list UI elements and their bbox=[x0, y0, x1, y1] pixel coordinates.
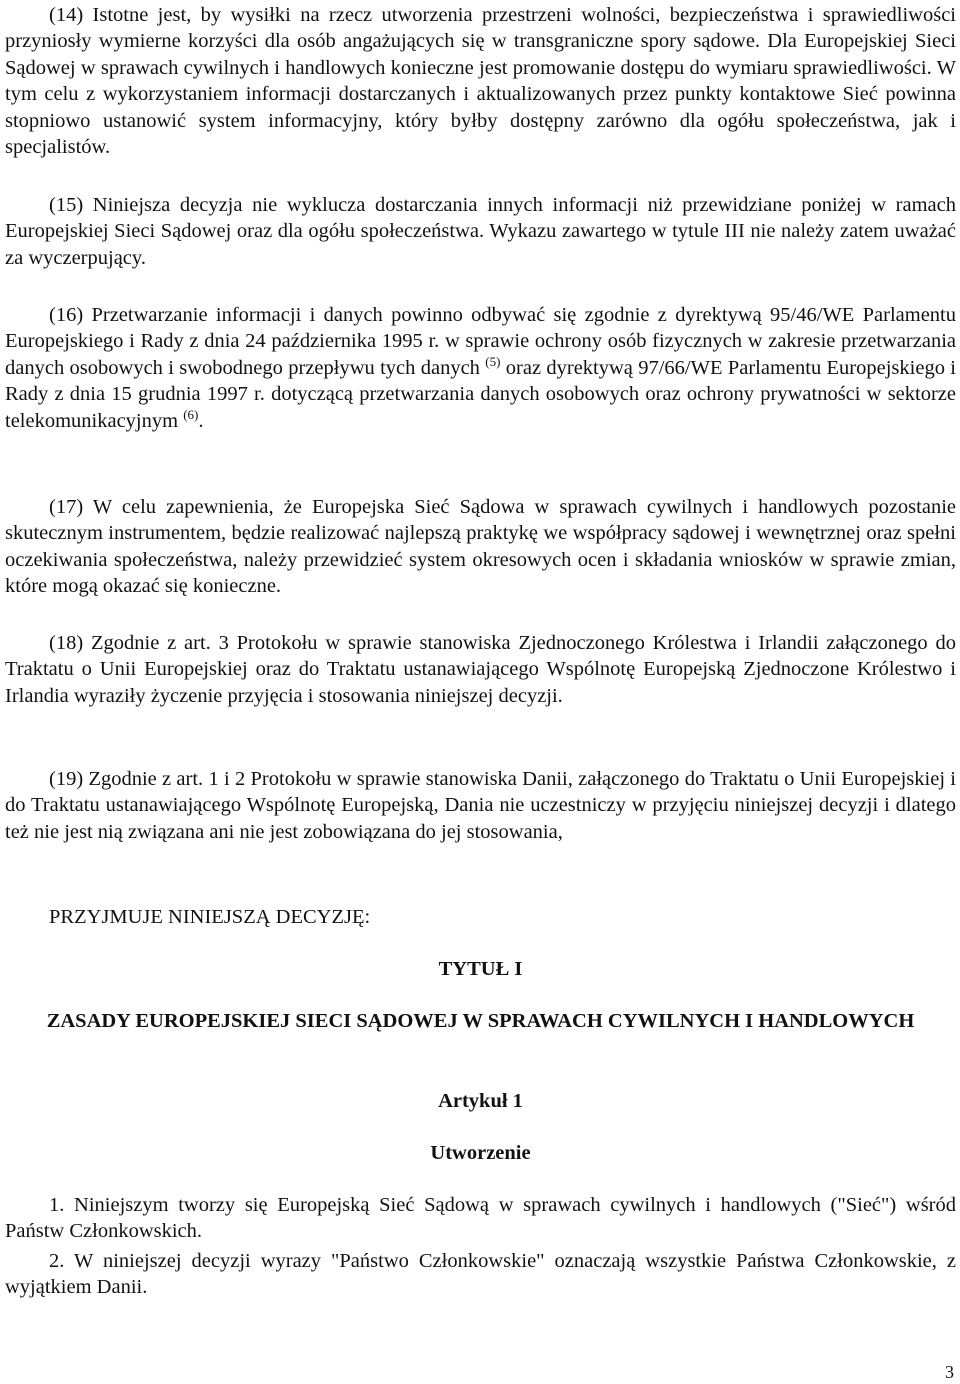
article-heading: Artykuł 1 bbox=[438, 1090, 523, 1112]
recital-15: (15) Niniejsza decyzja nie wyklucza dostarczania innych informacji niż przewidziane poniżej w ramach Europejskiej Sieci Sądowej oraz dla ogółu społeczeństwa. Wykazu zawartego w tytule III nie należy zatem uważać za wyczerpujący. bbox=[5, 194, 956, 269]
footnote-ref-6[interactable]: (6) bbox=[183, 406, 199, 422]
recital-16-text-b: oraz dyrektywą 97/66/WE Parlamentu Europejskiego i Rady z dnia 15 grudnia 1997 r. dotyczącą przetwarzania danych osobowych oraz ochrony prywatności w sektorze telekomunikacyjnym bbox=[5, 356, 956, 432]
recital-16-text-a: (16) Przetwarzanie informacji i danych powinno odbywać się zgodnie z dyrektywą 95/46/WE Parlamentu Europejskiego i Rady z dnia 24 października 1995 r. w sprawie ochrony osób fizycznych w zakresie przetwarzania danych osobowych i swobodnego przepływu tych danych bbox=[5, 304, 956, 379]
article-name: Utworzenie bbox=[430, 1142, 531, 1164]
title-name: ZASADY EUROPEJSKIEJ SIECI SĄDOWEJ W SPRAWACH CYWILNYCH I HANDLOWYCH bbox=[46, 1010, 915, 1032]
decision-formula: PRZYJMUJE NINIEJSZĄ DECYZJĘ: bbox=[49, 906, 371, 928]
page-number: 3 bbox=[945, 1362, 954, 1382]
article-point-2: 2. W niniejszej decyzji wyrazy "Państwo Członkowskie" oznaczają wszystkie Państwa Członkowskie, z wyjątkiem Danii. bbox=[5, 1250, 956, 1299]
recital-16 bbox=[5, 302, 956, 434]
recital-14: (14) Istotne jest, by wysiłki na rzecz utworzenia przestrzeni wolności, bezpieczeństwa i sprawiedliwości przyniosły wymierne korzyści dla osób angażujących się w transgraniczne spory sądowe. Dla Europejskiej Sieci Sądowej w sprawach cywilnych i handlowych konieczne jest promowanie dostępu do wymiaru sprawiedliwości. W tym celu z wykorzystaniem informacji dostarczanych i aktualizowanych przez punkty kontaktowe Sieć powinna stopniowo ustanowić system informacyjny, który byłby dostępny zarówno dla ogółu społeczeństwa, jak i specjalistów. bbox=[5, 4, 956, 159]
article-point-1: 1. Niniejszym tworzy się Europejską Sieć Sądową w sprawach cywilnych i handlowych ("Sieć") wśród Państw Członkowskich. bbox=[5, 1194, 956, 1243]
recital-16-text-c: . bbox=[198, 409, 204, 432]
footnote-ref-5[interactable]: (5) bbox=[485, 353, 501, 369]
recital-17: (17) W celu zapewnienia, że Europejska Sieć Sądowa w sprawach cywilnych i handlowych pozostanie skutecznym instrumentem, będzie realizować najlepszą praktykę we współpracy sądowej i wewnętrznej oraz spełni oczekiwania społeczeństwa, należy przewidzieć system okresowych ocen i składania wniosków w sprawie zmian, które mogą okazać się konieczne. bbox=[5, 496, 956, 598]
title-number: TYTUŁ I bbox=[438, 958, 523, 980]
recital-18: (18) Zgodnie z art. 3 Protokołu w sprawie stanowiska Zjednoczonego Królestwa i Irlandii załączonego do Traktatu o Unii Europejskiej oraz do Traktatu ustanawiającego Wspólnotę Europejską Zjednoczone Królestwo i Irlandia wyraziły życzenie przyjęcia i stosowania niniejszej decyzji. bbox=[5, 632, 956, 707]
recital-19: (19) Zgodnie z art. 1 i 2 Protokołu w sprawie stanowiska Danii, załączonego do Traktatu o Unii Europejskiej i do Traktatu ustanawiającego Wspólnotę Europejską, Dania nie uczestniczy w przyjęciu niniejszej decyzji i dlatego też nie jest nią związana ani nie jest zobowiązana do jej stosowania, bbox=[5, 768, 956, 843]
